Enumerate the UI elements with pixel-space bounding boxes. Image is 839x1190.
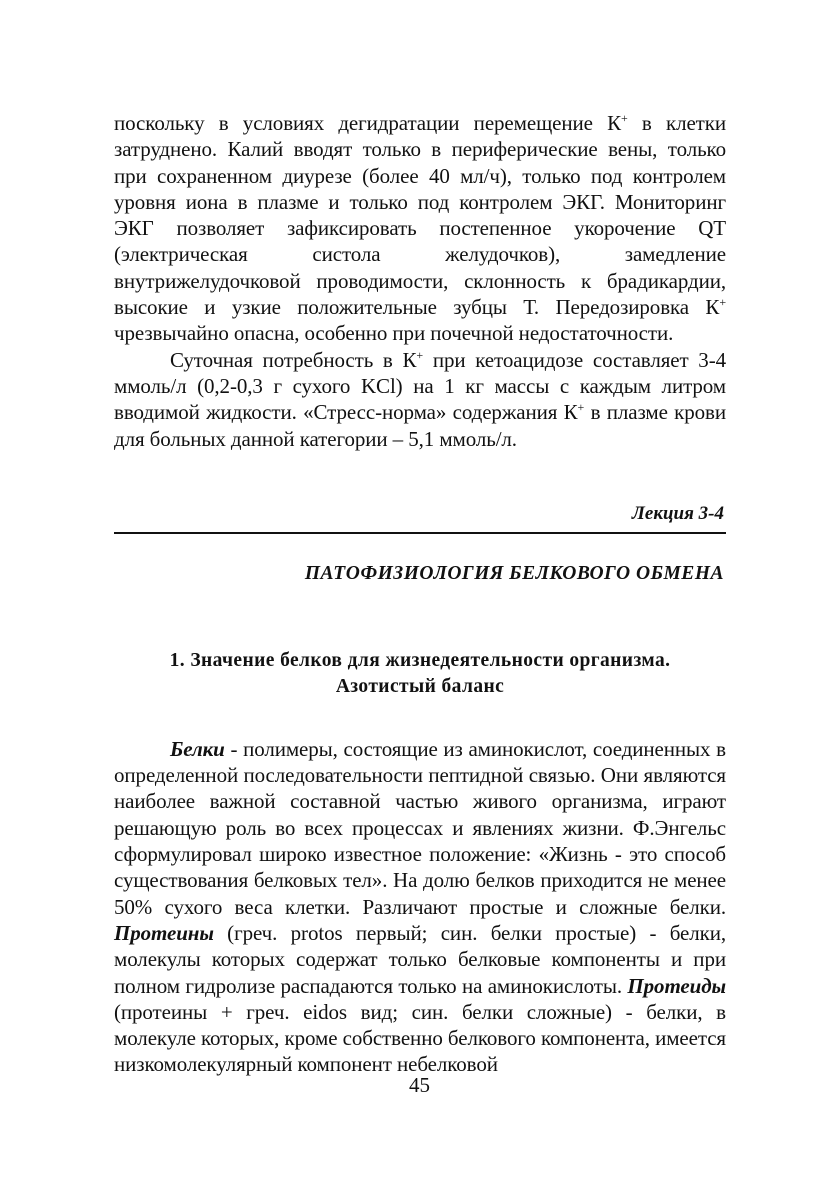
text-run: (протеины + греч. eidos вид; син. белки сложные) - белки, в молекуле которых, кроме собственно белкового компонента, имеется низкомолекулярный компонент небелковой (114, 999, 726, 1077)
text-run: при кетоацидозе составляет 3-4 ммоль/л (0,2-0,3 г сухого KCl) на 1 кг массы с каждым литром вводимой жидкости. «Стресс-норма» содержания К (114, 347, 726, 425)
chapter-title: ПАТОФИЗИОЛОГИЯ БЕЛКОВОГО ОБМЕНА (304, 562, 724, 584)
horizontal-rule (114, 532, 726, 534)
text-run: - полимеры, состоящие из аминокислот, соединенных в определенной последовательности пептидной связью. Они являются наиболее важной составной частью живого организма, играют решающую роль во всех процессах и явлениях жизни. Ф.Энгельс сформулировал широко известное положение: «Жизнь - это способ существования белковых тел». На долю белков приходится не менее 50% сухого веса клетки. Различают простые и сложные белки. (114, 736, 726, 919)
text-run: в плазме крови для больных данной категории – 5,1 ммоль/л. (114, 400, 726, 451)
section-heading-line-1: 1. Значение белков для жизнедеятельности организма. (169, 649, 671, 671)
body-paragraph-daily-requirement (114, 347, 726, 452)
term-proteidy: Протеиды (627, 973, 726, 998)
page-number: 45 (409, 1073, 430, 1097)
body-paragraph-potassium-administration (114, 110, 726, 347)
superscript-plus: + (621, 111, 628, 125)
superscript-plus: + (577, 400, 585, 415)
section-heading (114, 648, 726, 700)
term-belki: Белки (170, 736, 225, 761)
page-content (114, 110, 726, 1078)
superscript-plus: + (416, 347, 424, 362)
text-run: Суточная потребность в К (170, 347, 417, 372)
term-proteiny: Протеины (114, 920, 214, 945)
superscript-plus: + (719, 295, 726, 310)
text-run: в клетки затруднено. Калий вводят только в периферические вены, только при сохраненном диурезе (более 40 мл/ч), только под контролем уровня иона в плазме и только под контролем ЭКГ. Мониторинг ЭКГ позволяет зафиксировать постепенное укорочение QT (электрическая систола желудочков), замедление внутрижелудочковой проводимости, склонность к брадикардии, высокие и узкие положительные зубцы Т. Передозировка К (114, 111, 727, 320)
section-heading-line-2: Азотистый баланс (335, 675, 505, 697)
body-paragraph-proteins (114, 736, 726, 1078)
text-run: (греч. protos первый; син. белки простые) - белки, молекулы которых содержат только белковые компоненты и при полном гидролизе распадаются только на аминокислоты. (114, 920, 726, 998)
text-run: чрезвычайно опасна, особенно при почечной недостаточности. (114, 321, 674, 346)
lecture-label: Лекция 3-4 (631, 502, 724, 524)
text-run: поскольку в условиях дегидратации перемещение К (114, 111, 622, 135)
